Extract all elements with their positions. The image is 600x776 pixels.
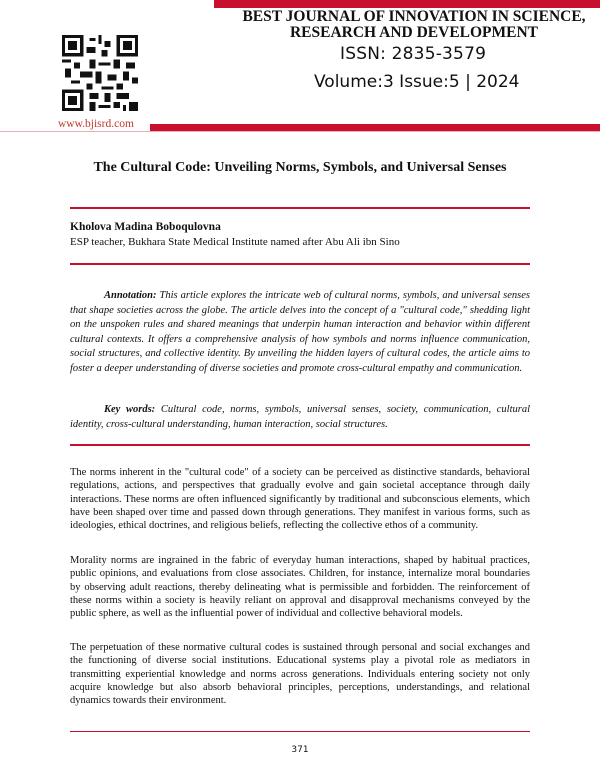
abstract: Annotation: This article explores the intricate web of cultural norms, symbols, and universal senses that shape societies across the globe. The article delves into the concept of a "cultural code," shedding light on the unspoken rules and shared meanings that underpin human interaction and behavior within different cultural contexts. It offers a comprehensive analysis of how symbols and norms influence communication, social structures, and collective identity. By unveiling the hidden layers of cultural codes, the article aims to foster a deeper understanding of diverse societies and promote cross-cultural empathy and communication.	[70, 290, 531, 374]
header-bottom-line	[0, 131, 600, 132]
divider	[70, 444, 530, 446]
author-affiliation: ESP teacher, Bukhara State Medical Institute named after Abu Ali ibn Sino	[70, 236, 400, 248]
body-paragraph: Morality norms are ingrained in the fabric of everyday human interactions, shaped by habitual practices, public opinions, and evaluations from close associates. Children, for instance, internalize moral boundaries by observing adult reactions, thereby delineating what is permissible and forbidden. The reinforcement of these norms within a society is heavily reliant on approval and disapproval mechanisms conveyed by the public sphere, as well as the influential power of individual and collective behavioral models.	[70, 555, 530, 620]
author-name: Kholova Madina Boboqulovna	[70, 221, 221, 233]
article-title: The Cultural Code: Unveiling Norms, Symbols, and Universal Senses	[93, 160, 507, 175]
page-number: 371	[291, 745, 309, 755]
journal-title: BEST JOURNAL OF INNOVATION IN SCIENCE, RESEARCH AND DEVELOPMENT	[242, 8, 586, 41]
body-paragraph: The norms inherent in the "cultural code" of a society can be perceived as distinctive standards, behavioral regulations, actions, and perspectives that gradually evolve and gain societal acceptance through daily interactions. These norms are often influenced significantly by traditional and subconscious elements, which have been shaped over time and passed down through generations. They manifest in various forms, such as ideologies, ethical doctrines, and religious beliefs, reflecting the collective ethos of a community.	[70, 467, 530, 532]
keywords-text: Cultural code, norms, symbols, universal senses, society, communication, cultural identity, cross-cultural understanding, human interaction, social structures.	[70, 404, 531, 430]
journal-website-link[interactable]: www.bjisrd.com	[58, 118, 134, 130]
journal-issn: ISSN: 2835-3579	[340, 44, 487, 64]
body-paragraph: The perpetuation of these normative cultural codes is sustained through personal and social exchanges and the functioning of diverse social institutions. Educational systems play a pivotal role as mediators in transmitting experiential knowledge and norms across generations. Individuals entering society not only acquire knowledge but also absorb behavioral principles, perceptions, understandings, and relational dynamics towards their environment.	[70, 642, 530, 707]
divider	[70, 207, 530, 209]
annotation-text: This article explores the intricate web of cultural norms, symbols, and universal senses that shape societies across the globe. The article delves into the concept of a "cultural code," shedding light on the unspoken rules and shared meanings that underpin human interaction and behavior within different cultural contexts. It offers a comprehensive analysis of how symbols and norms influence communication, social structures, and collective identity. By unveiling the hidden layers of cultural codes, the article aims to foster a deeper understanding of diverse societies and promote cross-cultural empathy and communication.	[70, 290, 531, 374]
footer-divider	[70, 731, 530, 732]
divider	[70, 263, 530, 265]
header-bottom-bar	[150, 124, 600, 131]
header-accent-bar	[214, 0, 600, 8]
annotation-label: Annotation	[104, 290, 154, 301]
qr-code-icon	[62, 35, 138, 111]
keywords	[70, 403, 530, 432]
journal-volume-issue: Volume:3 Issue:5 | 2024	[314, 72, 520, 92]
keywords-label: Key words:	[104, 404, 156, 415]
